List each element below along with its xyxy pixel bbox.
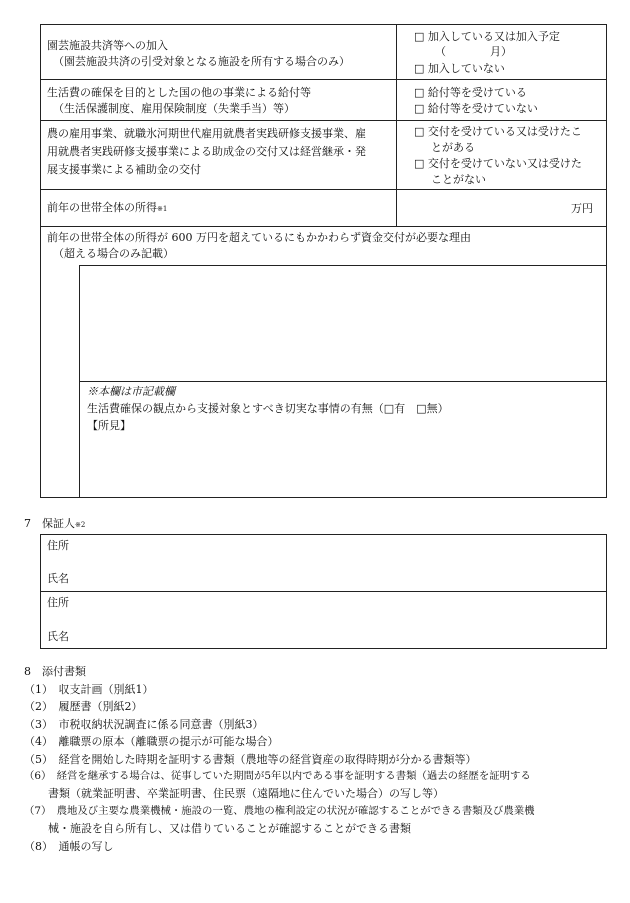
- income-unit: 万円: [571, 202, 593, 215]
- eligibility-table: [40, 24, 607, 498]
- row5-label-1: 前年の世帯全体の所得が 600 万円を超えているにもかかわらず資金交付が必要な理由: [47, 231, 471, 244]
- row2-option-not-receiving[interactable]: □ 給付等を受けていない: [414, 102, 538, 115]
- guarantor1-address-label: 住所: [47, 539, 69, 552]
- attachment-item: （3） 市税収納状況調査に係る同意書（別紙3）: [24, 718, 264, 731]
- row-divider: [41, 189, 606, 190]
- row4-label: [47, 200, 167, 216]
- footnote-marker: ※2: [75, 521, 86, 529]
- row1-option-joined[interactable]: □ 加入している又は加入予定: [414, 30, 560, 43]
- city-section-divider: [79, 381, 606, 382]
- row3-option-received[interactable]: □ 交付を受けている又は受けたこ: [414, 125, 582, 138]
- guarantor-heading: [24, 516, 85, 532]
- row3-label-2: 用就農者実践研修支援事業による助成金の交付又は経営継承・発: [47, 145, 366, 158]
- attachment-item: （1） 収支計画（別紙1）: [24, 683, 154, 696]
- row2-label-1: 生活費の確保を目的とした国の他の事業による給付等: [47, 86, 311, 99]
- guarantor2-name-label: 氏名: [47, 630, 69, 643]
- footnote-marker: ※1: [157, 205, 168, 213]
- column-divider: [396, 25, 397, 226]
- row2-option-receiving[interactable]: □ 給付等を受けている: [414, 86, 527, 99]
- row3-option-not-received[interactable]: □ 交付を受けていない又は受けた: [414, 157, 582, 170]
- attachment-item: （8） 通帳の写し: [24, 840, 114, 853]
- guarantor2-address-label: 住所: [47, 596, 69, 609]
- row1-label-2: （園芸施設共済の引受対象となる施設を所有する場合のみ）: [53, 55, 350, 68]
- attachments-heading: 8 添付書類: [24, 665, 86, 678]
- row5-label-2: （超える場合のみ記載）: [53, 247, 174, 260]
- row3-label-3: 展支援事業による補助金の交付: [47, 163, 201, 176]
- row1-label-1: 園芸施設共済等への加入: [47, 39, 168, 52]
- row3-label-1: 農の雇用事業、就職氷河期世代雇用就農者実践研修支援事業、雇: [47, 127, 366, 140]
- attachment-item-cont: 械・施設を自ら所有し、又は借りていることが確認することができる書類: [48, 822, 411, 835]
- guarantor-divider: [41, 591, 606, 592]
- attachment-item: （7） 農地及び主要な農業機械・施設の一覧、農地の権利設定の状況が確認することができる書類及び農業機: [24, 805, 535, 817]
- row3-option-received-cont: とがある: [431, 141, 475, 154]
- row-divider: [41, 120, 606, 121]
- row3-option-not-received-cont: ことがない: [431, 173, 486, 186]
- city-circumstance-line: 生活費確保の観点から支援対象とすべき切実な事情の有無（□有 □無）: [87, 402, 449, 415]
- income-label: 前年の世帯全体の所得: [47, 201, 157, 214]
- attachment-item: （5） 経営を開始した時期を証明する書類（農地等の経営資産の取得時期が分かる書類等）: [24, 753, 477, 766]
- row-divider: [41, 79, 606, 80]
- attachment-item: （4） 離職票の原本（離職票の提示が可能な場合）: [24, 735, 279, 748]
- guarantor-title: 7 保証人: [24, 517, 75, 530]
- attachment-item: （6） 経営を継承する場合は、従事していた期間が5年以内である事を証明する書類（過去の経歴を証明する: [24, 770, 531, 782]
- attachment-item: （2） 履歴書（別紙2）: [24, 700, 143, 713]
- guarantor1-name-label: 氏名: [47, 572, 69, 585]
- opinion-label: 【所見】: [87, 419, 131, 432]
- row1-option-not-joined[interactable]: □ 加入していない: [414, 62, 505, 75]
- row2-label-2: （生活保護制度、雇用保険制度（失業手当）等）: [53, 102, 295, 115]
- city-note: ※本欄は市記載欄: [87, 385, 175, 398]
- row1-option-month: （ 月）: [435, 45, 512, 58]
- attachment-item-cont: 書類（就業証明書、卒業証明書、住民票（遠隔地に住んでいた場合）の写し等）: [48, 787, 444, 800]
- guarantor-table: [40, 534, 607, 649]
- row-divider: [41, 226, 606, 227]
